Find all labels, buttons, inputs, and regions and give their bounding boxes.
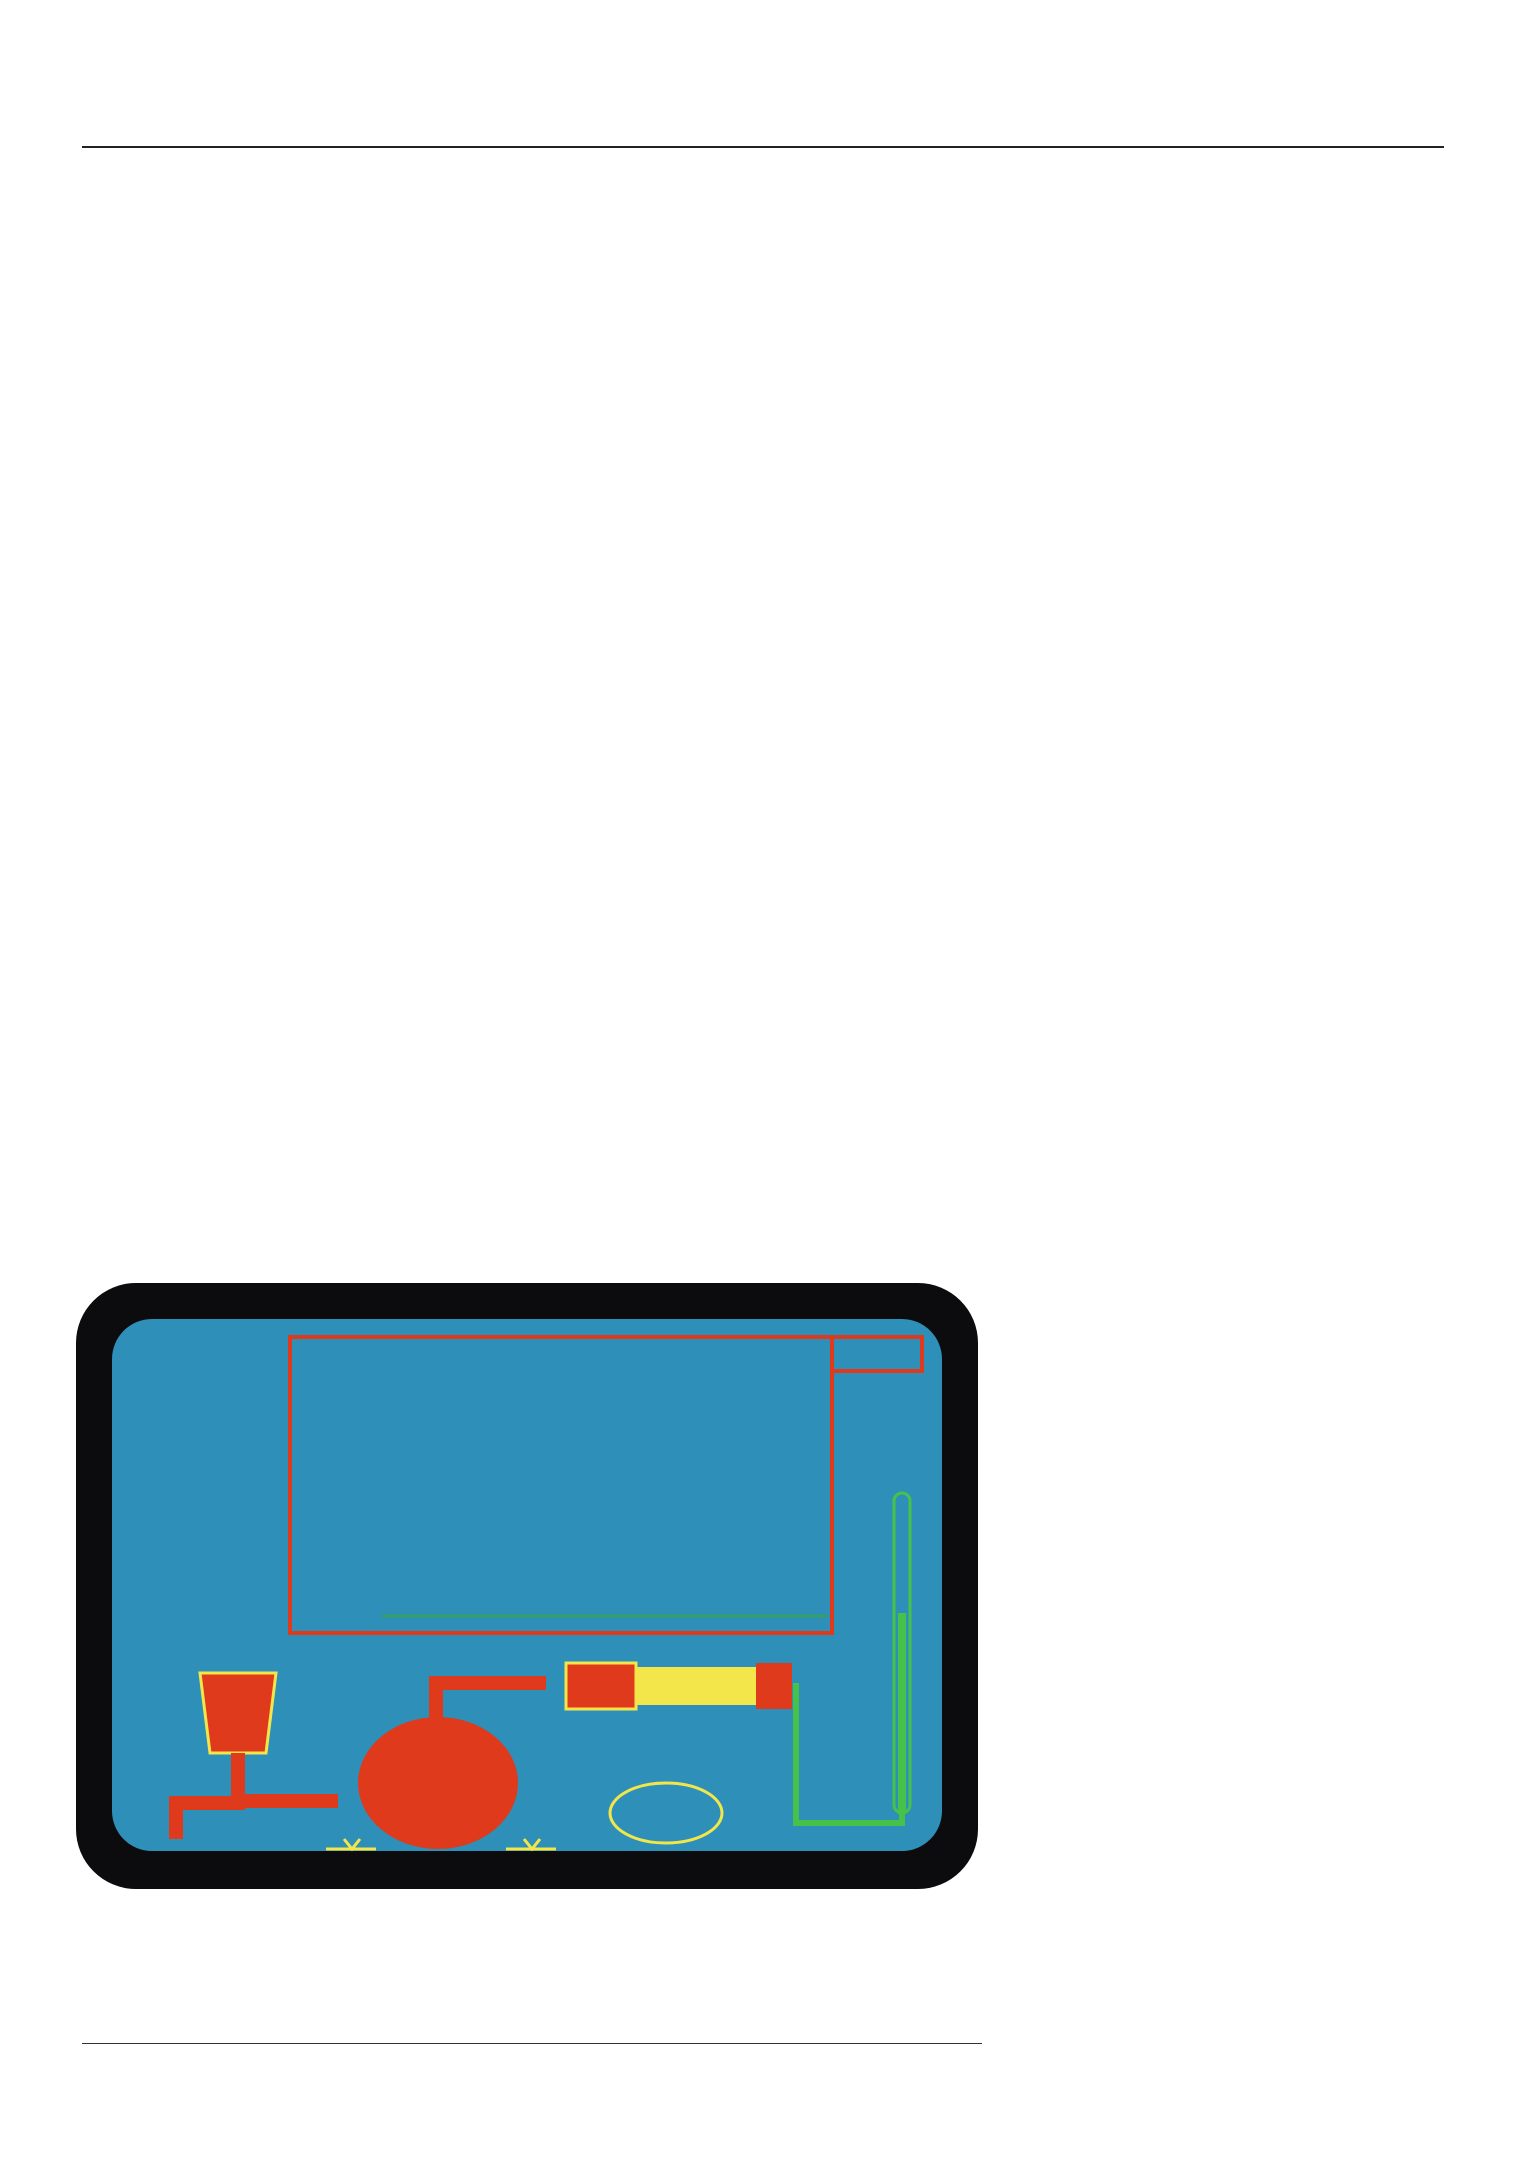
page-footer — [82, 2080, 94, 2105]
column-2 — [547, 288, 979, 300]
reservoir — [200, 1673, 276, 1753]
heart — [358, 1717, 518, 1849]
photo-monitor-screen — [76, 1283, 978, 1889]
header-rule — [82, 146, 1444, 148]
resistance-cylinder — [636, 1667, 756, 1705]
aortic-chamber — [566, 1663, 636, 1709]
manometer-fill — [898, 1613, 906, 1811]
stop-button-frame — [832, 1337, 922, 1371]
caption-rule — [82, 2043, 982, 2044]
outflow-valve — [756, 1663, 792, 1709]
